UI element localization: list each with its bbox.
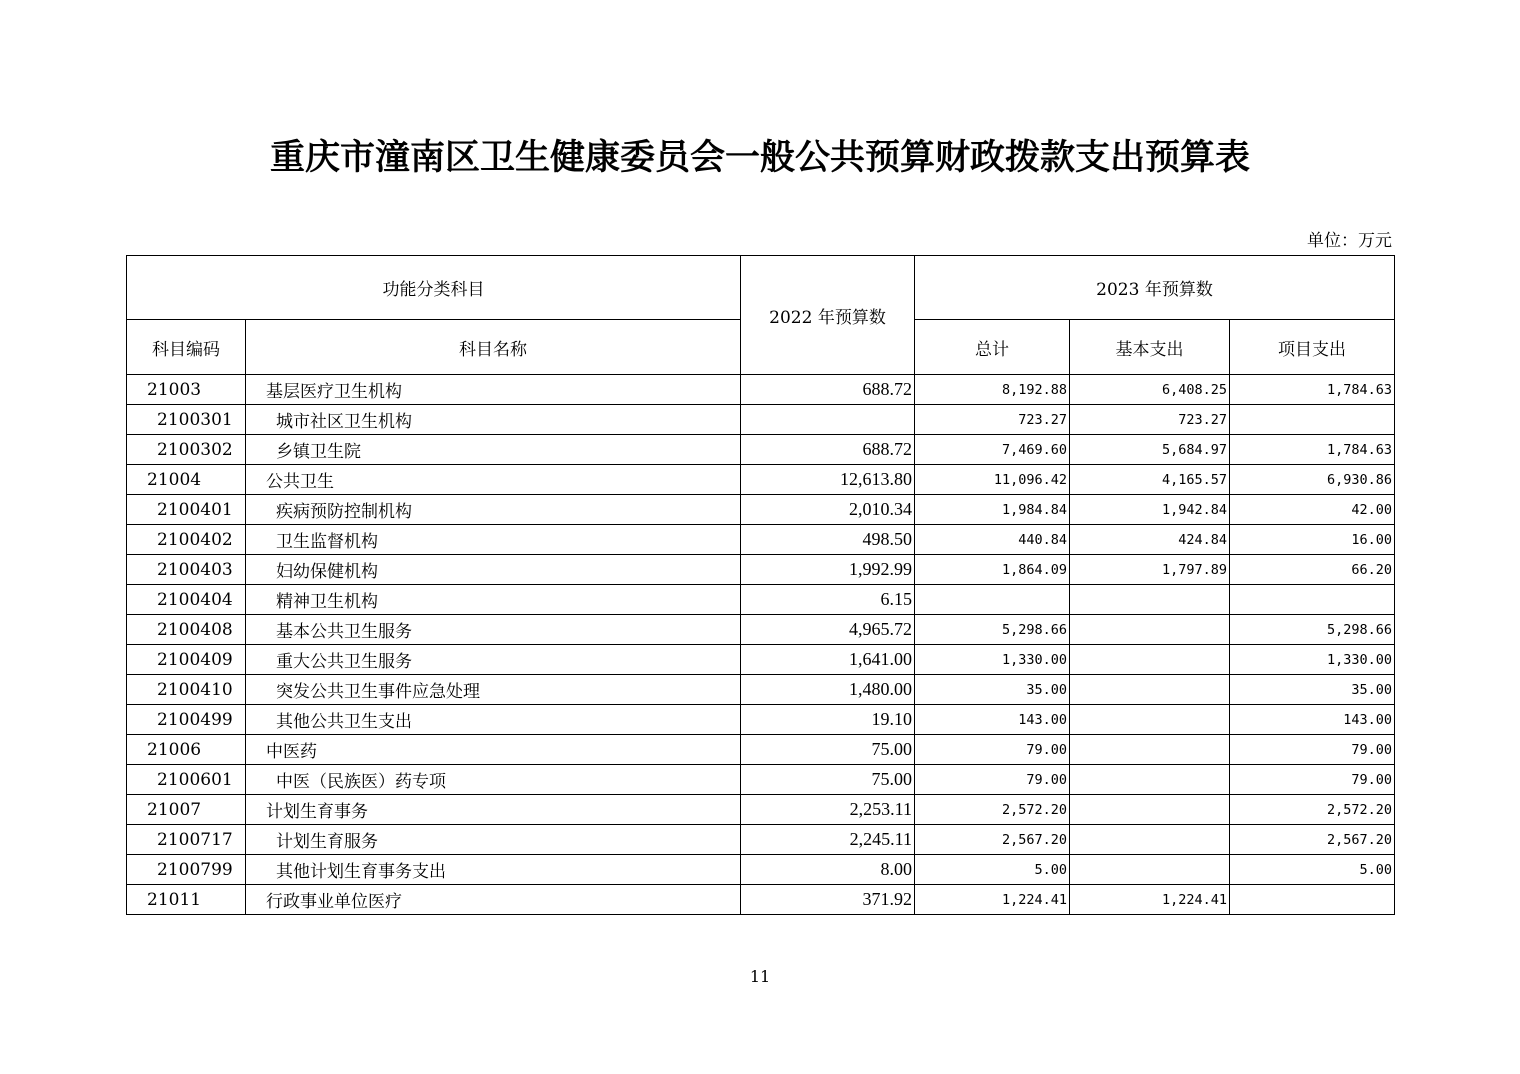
table-row	[127, 855, 1395, 885]
row-budget-2022: 6.15	[741, 585, 915, 615]
table-row	[127, 795, 1395, 825]
row-code: 2100302	[127, 435, 246, 465]
row-code: 2100799	[127, 855, 246, 885]
row-budget-2022	[741, 405, 915, 435]
row-total: 2,567.20	[915, 825, 1070, 855]
row-basic	[1070, 795, 1230, 825]
row-basic: 723.27	[1070, 405, 1230, 435]
row-basic	[1070, 825, 1230, 855]
row-code: 2100401	[127, 495, 246, 525]
row-project	[1230, 585, 1395, 615]
row-basic	[1070, 645, 1230, 675]
row-project: 5,298.66	[1230, 615, 1395, 645]
row-total: 1,224.41	[915, 885, 1070, 915]
row-budget-2022: 688.72	[741, 375, 915, 405]
row-project: 16.00	[1230, 525, 1395, 555]
row-total: 1,864.09	[915, 555, 1070, 585]
row-budget-2022: 2,010.34	[741, 495, 915, 525]
header-code: 科目编码	[127, 320, 246, 375]
row-total: 8,192.88	[915, 375, 1070, 405]
row-project	[1230, 405, 1395, 435]
row-name: 重大公共卫生服务	[246, 645, 741, 675]
table-row	[127, 405, 1395, 435]
row-code: 21006	[127, 735, 246, 765]
row-budget-2022: 688.72	[741, 435, 915, 465]
row-basic: 5,684.97	[1070, 435, 1230, 465]
row-name: 中医（民族医）药专项	[246, 765, 741, 795]
row-basic	[1070, 705, 1230, 735]
header-category: 功能分类科目	[127, 256, 741, 320]
row-name: 基本公共卫生服务	[246, 615, 741, 645]
table-row	[127, 465, 1395, 495]
row-budget-2022: 2,253.11	[741, 795, 915, 825]
row-total: 1,984.84	[915, 495, 1070, 525]
header-budget-2022: 2022 年预算数	[741, 256, 915, 375]
row-project: 79.00	[1230, 765, 1395, 795]
row-total: 2,572.20	[915, 795, 1070, 825]
row-basic: 1,224.41	[1070, 885, 1230, 915]
table-row	[127, 675, 1395, 705]
page-number: 11	[749, 967, 771, 986]
row-total: 723.27	[915, 405, 1070, 435]
table-row	[127, 765, 1395, 795]
row-project: 143.00	[1230, 705, 1395, 735]
row-name: 公共卫生	[246, 465, 741, 495]
table-row	[127, 645, 1395, 675]
row-total: 5,298.66	[915, 615, 1070, 645]
row-code: 2100402	[127, 525, 246, 555]
row-project: 42.00	[1230, 495, 1395, 525]
row-budget-2022: 1,480.00	[741, 675, 915, 705]
row-basic: 1,942.84	[1070, 495, 1230, 525]
row-basic	[1070, 735, 1230, 765]
row-code: 21003	[127, 375, 246, 405]
row-name: 精神卫生机构	[246, 585, 741, 615]
header-project: 项目支出	[1230, 320, 1395, 375]
row-total: 79.00	[915, 765, 1070, 795]
row-basic	[1070, 765, 1230, 795]
table-row	[127, 555, 1395, 585]
row-code: 2100499	[127, 705, 246, 735]
table-row	[127, 735, 1395, 765]
row-code: 2100601	[127, 765, 246, 795]
row-code: 2100403	[127, 555, 246, 585]
row-code: 21007	[127, 795, 246, 825]
page-title: 重庆市潼南区卫生健康委员会一般公共预算财政拨款支出预算表	[269, 137, 1250, 178]
row-budget-2022: 1,641.00	[741, 645, 915, 675]
row-name: 妇幼保健机构	[246, 555, 741, 585]
row-total: 440.84	[915, 525, 1070, 555]
table-row	[127, 495, 1395, 525]
table-row	[127, 825, 1395, 855]
row-budget-2022: 8.00	[741, 855, 915, 885]
row-budget-2022: 12,613.80	[741, 465, 915, 495]
row-basic	[1070, 675, 1230, 705]
row-total: 79.00	[915, 735, 1070, 765]
row-name: 中医药	[246, 735, 741, 765]
row-name: 计划生育服务	[246, 825, 741, 855]
table-row	[127, 615, 1395, 645]
row-basic: 424.84	[1070, 525, 1230, 555]
row-name: 突发公共卫生事件应急处理	[246, 675, 741, 705]
table-row	[127, 585, 1395, 615]
row-project: 1,784.63	[1230, 435, 1395, 465]
row-name: 城市社区卫生机构	[246, 405, 741, 435]
table-row	[127, 525, 1395, 555]
row-name: 计划生育事务	[246, 795, 741, 825]
row-budget-2022: 19.10	[741, 705, 915, 735]
row-project: 1,784.63	[1230, 375, 1395, 405]
row-budget-2022: 75.00	[741, 765, 915, 795]
table-row	[127, 435, 1395, 465]
row-total: 143.00	[915, 705, 1070, 735]
row-project: 6,930.86	[1230, 465, 1395, 495]
row-basic: 6,408.25	[1070, 375, 1230, 405]
row-total: 1,330.00	[915, 645, 1070, 675]
row-name: 卫生监督机构	[246, 525, 741, 555]
row-code: 21004	[127, 465, 246, 495]
row-budget-2022: 4,965.72	[741, 615, 915, 645]
row-budget-2022: 1,992.99	[741, 555, 915, 585]
row-total	[915, 585, 1070, 615]
row-basic: 1,797.89	[1070, 555, 1230, 585]
header-budget-2023: 2023 年预算数	[915, 256, 1395, 320]
row-project: 1,330.00	[1230, 645, 1395, 675]
row-total: 11,096.42	[915, 465, 1070, 495]
row-code: 2100409	[127, 645, 246, 675]
row-total: 35.00	[915, 675, 1070, 705]
row-project: 79.00	[1230, 735, 1395, 765]
row-code: 2100717	[127, 825, 246, 855]
row-project: 35.00	[1230, 675, 1395, 705]
row-name: 疾病预防控制机构	[246, 495, 741, 525]
table-row	[127, 375, 1395, 405]
row-basic	[1070, 615, 1230, 645]
table-row	[127, 885, 1395, 915]
row-basic: 4,165.57	[1070, 465, 1230, 495]
unit-label: 单位：万元	[1307, 231, 1392, 251]
row-name: 其他公共卫生支出	[246, 705, 741, 735]
row-name: 基层医疗卫生机构	[246, 375, 741, 405]
table-body	[127, 375, 1395, 915]
table-row	[127, 705, 1395, 735]
row-project: 66.20	[1230, 555, 1395, 585]
row-total: 7,469.60	[915, 435, 1070, 465]
row-basic	[1070, 855, 1230, 885]
row-budget-2022: 75.00	[741, 735, 915, 765]
row-code: 2100301	[127, 405, 246, 435]
row-code: 2100404	[127, 585, 246, 615]
budget-table	[126, 255, 1395, 915]
row-total: 5.00	[915, 855, 1070, 885]
row-code: 2100410	[127, 675, 246, 705]
row-name: 乡镇卫生院	[246, 435, 741, 465]
row-name: 其他计划生育事务支出	[246, 855, 741, 885]
row-project: 2,567.20	[1230, 825, 1395, 855]
row-project	[1230, 885, 1395, 915]
row-basic	[1070, 585, 1230, 615]
row-name: 行政事业单位医疗	[246, 885, 741, 915]
row-budget-2022: 371.92	[741, 885, 915, 915]
row-code: 21011	[127, 885, 246, 915]
row-project: 2,572.20	[1230, 795, 1395, 825]
row-code: 2100408	[127, 615, 246, 645]
header-total: 总计	[915, 320, 1070, 375]
row-budget-2022: 2,245.11	[741, 825, 915, 855]
header-basic: 基本支出	[1070, 320, 1230, 375]
row-budget-2022: 498.50	[741, 525, 915, 555]
header-name: 科目名称	[246, 320, 741, 375]
row-project: 5.00	[1230, 855, 1395, 885]
